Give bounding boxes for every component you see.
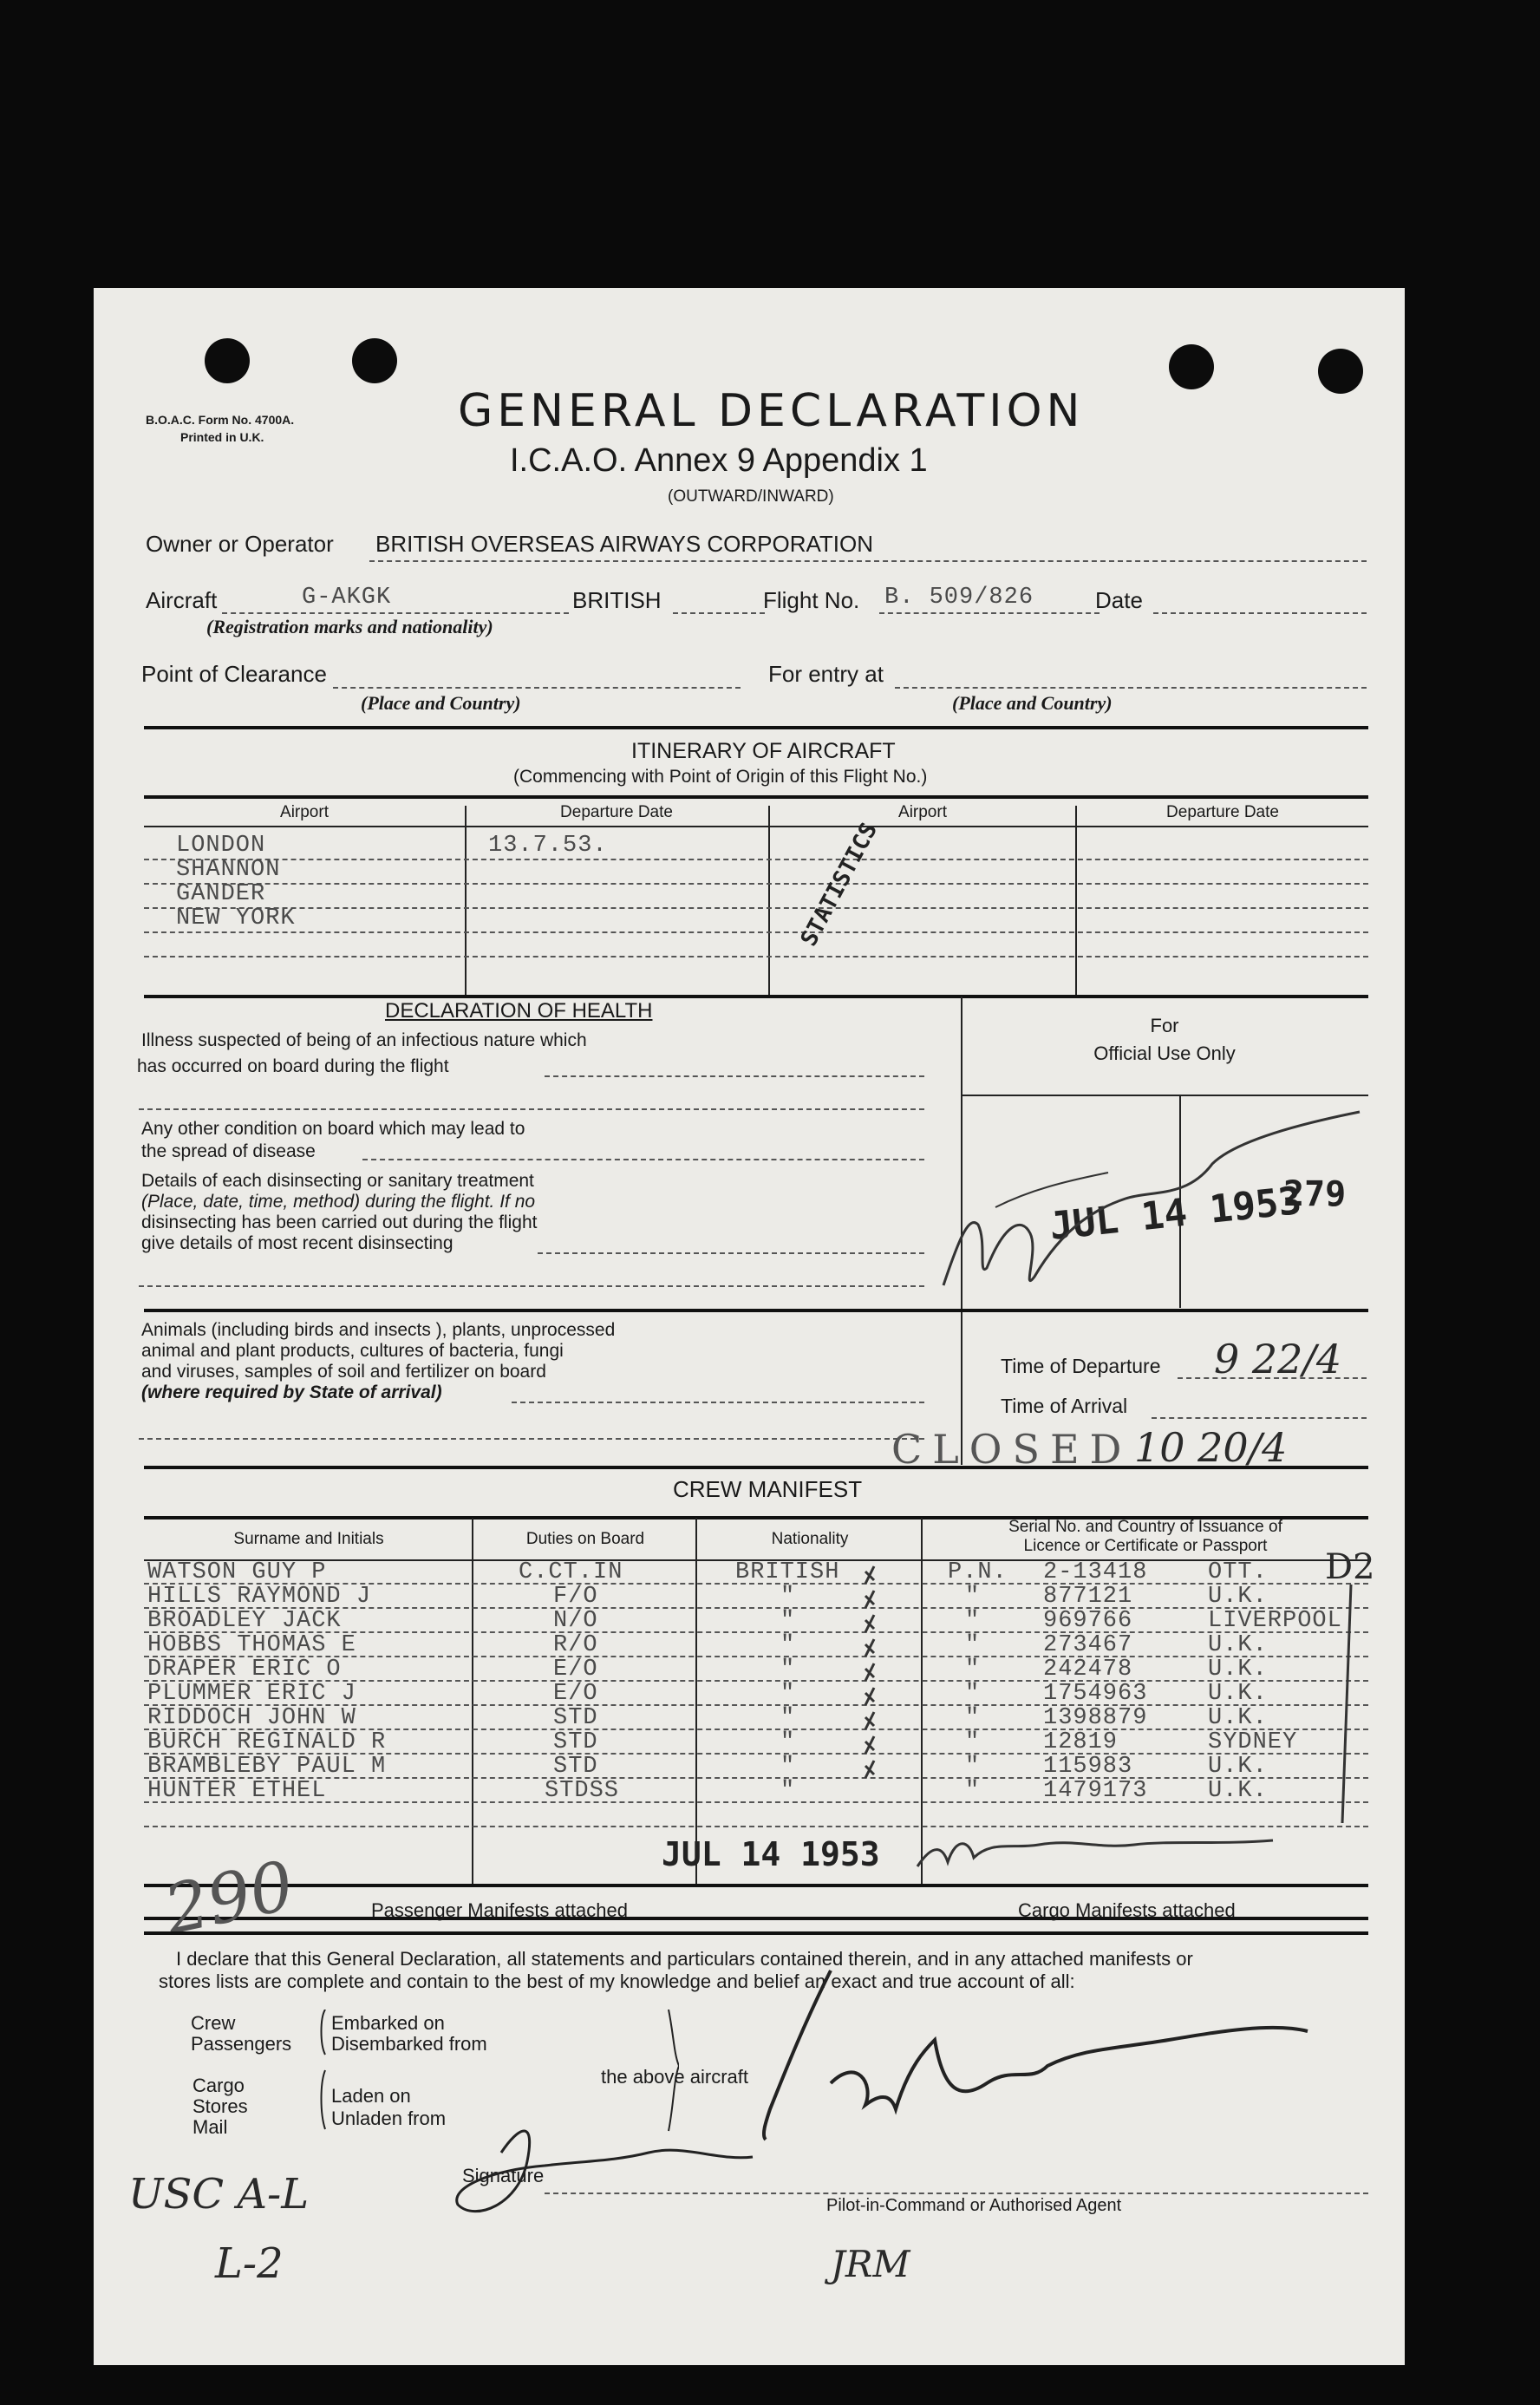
crew-header-name: Surname and Initials <box>233 1530 384 1548</box>
itinerary-airport: LONDON <box>176 833 266 859</box>
crew-serial: 969766 <box>1043 1608 1133 1634</box>
owner-line <box>369 560 1367 562</box>
crew-header-serial: Serial No. and Country of Issuance of <box>1008 1518 1282 1536</box>
official-date-stamp: JUL 14 1953 <box>1047 1178 1304 1250</box>
crew-nationality: " <box>780 1632 796 1658</box>
crew-serial-prefix: " <box>965 1778 981 1804</box>
pilot-label: Pilot-in-Command or Authorised Agent <box>826 2196 1122 2215</box>
punch-hole <box>1318 349 1363 394</box>
official-stamp-number: 279 <box>1283 1174 1347 1214</box>
crew-serial-prefix: " <box>965 1608 981 1634</box>
itinerary-departure-date: 13.7.53. <box>488 833 608 859</box>
crew-nationality: " <box>780 1584 796 1610</box>
crew-header-licence: Licence or Certificate or Passport <box>1023 1537 1268 1555</box>
official-title-2: Official Use Only <box>1093 1042 1236 1064</box>
crew-duty: STD <box>553 1705 598 1731</box>
crew-serial-prefix: " <box>965 1584 981 1610</box>
entry-label: For entry at <box>768 661 884 687</box>
aircraft-nationality: BRITISH <box>572 587 662 613</box>
health-q3-line3: disinsecting has been carried out during the flight <box>141 1212 538 1232</box>
crew-country: U.K. <box>1208 1681 1268 1707</box>
crew-serial-prefix: " <box>965 1754 981 1780</box>
crew-duty: STD <box>553 1729 598 1755</box>
crew-country: LIVERPOOL <box>1208 1608 1342 1634</box>
crew-country: U.K. <box>1208 1584 1268 1610</box>
official-title-1: For <box>1150 1015 1179 1036</box>
official-signature <box>926 1095 1377 1320</box>
signature-label: Signature <box>462 2165 545 2186</box>
entry-hint: (Place and Country) <box>952 692 1113 714</box>
passenger-manifests: Passenger Manifests attached <box>371 1899 628 1921</box>
health-q4-line3: and viruses, samples of soil and fertilizer on board <box>141 1362 546 1382</box>
crew-nationality: " <box>780 1657 796 1683</box>
page-title: GENERAL DECLARATION <box>458 385 1085 437</box>
health-q3-line2: (Place, date, time, method) during the flight. If no <box>141 1192 536 1212</box>
aircraft-label: Aircraft <box>146 587 218 613</box>
crew-side-note: D2 <box>1325 1547 1375 1587</box>
declaration-line1: I declare that this General Declaration, all statements and particulars contained therein, and in any attached manifests or <box>176 1948 1193 1970</box>
crew-serial: 2-13418 <box>1043 1559 1148 1585</box>
crew-serial: 1398879 <box>1043 1705 1148 1731</box>
closed-note: CLOSED <box>891 1426 1132 1473</box>
crew-name: RIDDOCH JOHN W <box>147 1705 356 1731</box>
crew-bracket <box>1325 1580 1360 1832</box>
crew-header-nationality: Nationality <box>771 1530 849 1548</box>
crew-serial-prefix: " <box>965 1681 981 1707</box>
declaration-above-aircraft: the above aircraft <box>601 2066 748 2088</box>
health-q1-line1: Illness suspected of being of an infectious nature which <box>141 1030 587 1050</box>
crew-name: BROADLEY JACK <box>147 1608 342 1634</box>
crew-duty: STD <box>553 1754 598 1780</box>
health-q4-line1: Animals (including birds and insects ), plants, unprocessed <box>141 1320 616 1340</box>
punch-hole <box>1169 344 1214 389</box>
printed-note: Printed in U.K. <box>180 430 264 444</box>
crew-serial: 1479173 <box>1043 1778 1148 1804</box>
crew-country: U.K. <box>1208 1632 1268 1658</box>
crew-duty: E/O <box>553 1681 598 1707</box>
crew-name: WATSON GUY P <box>147 1559 327 1585</box>
health-q3-line1: Details of each disinsecting or sanitary treatment <box>141 1171 534 1191</box>
health-q2-line1: Any other condition on board which may lead to <box>141 1119 525 1139</box>
declaration-line2: stores lists are complete and contain to the best of my knowledge and belief an exact and true account of all: <box>159 1970 1075 1992</box>
owner-value: BRITISH OVERSEAS AIRWAYS CORPORATION <box>375 531 874 557</box>
declaration-form <box>94 288 1405 2365</box>
crew-duty: F/O <box>553 1584 598 1610</box>
crew-nationality: " <box>780 1681 796 1707</box>
health-q2-line2: the spread of disease <box>141 1141 316 1161</box>
crew-date-stamp: JUL 14 1953 <box>662 1835 880 1873</box>
crew-serial-prefix: " <box>965 1657 981 1683</box>
clearance-label: Point of Clearance <box>141 661 327 687</box>
itinerary-header-airport: Airport <box>280 803 329 821</box>
crew-serial: 273467 <box>1043 1632 1133 1658</box>
declaration-disembarked: Disembarked from <box>331 2033 487 2055</box>
crew-serial: 12819 <box>1043 1729 1119 1755</box>
crew-serial: 877121 <box>1043 1584 1133 1610</box>
crew-country: U.K. <box>1208 1778 1268 1804</box>
departure-time: 9 22/4 <box>1214 1336 1342 1382</box>
agent-initials: JRM <box>831 2243 910 2285</box>
crew-serial-prefix: " <box>965 1632 981 1658</box>
crew-name: PLUMMER ERIC J <box>147 1681 356 1707</box>
crew-serial-prefix: P.N. <box>948 1559 1008 1585</box>
crew-nationality: " <box>780 1778 796 1804</box>
aircraft-registration: G-AKGK <box>302 585 392 611</box>
crew-check-marks <box>839 1554 909 1814</box>
punch-hole <box>205 338 250 383</box>
section-divider <box>144 726 1368 729</box>
punch-hole <box>352 338 397 383</box>
crew-name: DRAPER ERIC O <box>147 1657 342 1683</box>
itinerary-header-departure: Departure Date <box>560 803 673 821</box>
itinerary-header-airport-2: Airport <box>898 803 947 821</box>
declaration-mail: Mail <box>192 2116 228 2138</box>
declaration-passengers: Passengers <box>191 2033 292 2055</box>
declaration-unladen: Unladen from <box>331 2108 447 2129</box>
crew-nationality: BRITISH <box>735 1559 840 1585</box>
crew-signature <box>909 1814 1290 1884</box>
page-subtitle: I.C.A.O. Annex 9 Appendix 1 <box>510 442 928 479</box>
crew-serial-prefix: " <box>965 1729 981 1755</box>
itinerary-title: ITINERARY OF AIRCRAFT <box>631 739 896 763</box>
itinerary-airport: GANDER <box>176 881 266 907</box>
statistics-stamp: STATISTICS <box>796 818 883 951</box>
crew-nationality: " <box>780 1608 796 1634</box>
health-q3-line4: give details of most recent disinsecting <box>141 1233 454 1253</box>
crew-duty: E/O <box>553 1657 598 1683</box>
itinerary-airport: SHANNON <box>176 857 281 883</box>
owner-label: Owner or Operator <box>146 531 334 557</box>
declaration-embarked: Embarked on <box>331 2012 445 2034</box>
clearance-hint: (Place and Country) <box>361 692 521 714</box>
crew-duty: STDSS <box>545 1778 620 1804</box>
aircraft-hint: (Registration marks and nationality) <box>206 616 493 637</box>
aircraft-line <box>222 612 569 614</box>
cargo-manifests: Cargo Manifests attached <box>1018 1899 1236 1921</box>
crew-country: OTT. <box>1208 1559 1268 1585</box>
declaration-laden: Laden on <box>331 2085 411 2107</box>
flight-number: B. 509/826 <box>884 585 1034 611</box>
crew-name: BRAMBLEBY PAUL M <box>147 1754 387 1780</box>
crew-title: CREW MANIFEST <box>673 1476 863 1502</box>
arrival-label: Time of Arrival <box>1001 1395 1128 1417</box>
crew-country: U.K. <box>1208 1705 1268 1731</box>
crew-duty: C.CT.IN <box>519 1559 623 1585</box>
crew-name: HOBBS THOMAS E <box>147 1632 356 1658</box>
crew-nationality: " <box>780 1705 796 1731</box>
flight-label: Flight No. <box>763 587 860 613</box>
date-label: Date <box>1095 587 1143 613</box>
declaration-cargo: Cargo <box>192 2075 245 2096</box>
crew-serial: 1754963 <box>1043 1681 1148 1707</box>
itinerary-airport: NEW YORK <box>176 905 296 931</box>
margin-note-2: L-2 <box>215 2239 284 2288</box>
crew-serial: 115983 <box>1043 1754 1133 1780</box>
margin-note-1: USC A-L <box>128 2170 310 2219</box>
crew-serial-prefix: " <box>965 1705 981 1731</box>
passenger-count-note: 290 <box>158 1846 301 1951</box>
crew-name: HILLS RAYMOND J <box>147 1584 372 1610</box>
itinerary-header-departure-2: Departure Date <box>1166 803 1279 821</box>
declaration-crew: Crew <box>191 2012 236 2034</box>
crew-country: U.K. <box>1208 1754 1268 1780</box>
crew-duty: N/O <box>553 1608 598 1634</box>
health-q1-line2: has occurred on board during the flight <box>137 1056 449 1076</box>
pilot-signature <box>423 1953 1377 2248</box>
form-number: B.O.A.C. Form No. 4700A. <box>146 413 295 427</box>
crew-nationality: " <box>780 1729 796 1755</box>
crew-header-duties: Duties on Board <box>525 1530 645 1548</box>
itinerary-subtitle: (Commencing with Point of Origin of this Flight No.) <box>513 767 928 787</box>
crew-duty: R/O <box>553 1632 598 1658</box>
declaration-stores: Stores <box>192 2095 248 2117</box>
health-q4-line4: (where required by State of arrival) <box>141 1382 442 1402</box>
crew-country: U.K. <box>1208 1657 1268 1683</box>
crew-nationality: " <box>780 1754 796 1780</box>
health-title: DECLARATION OF HEALTH <box>385 999 653 1023</box>
direction-label: (OUTWARD/INWARD) <box>668 487 834 506</box>
arrival-time: 10 20/4 <box>1134 1424 1288 1471</box>
crew-name: HUNTER ETHEL <box>147 1778 327 1804</box>
crew-name: BURCH REGINALD R <box>147 1729 387 1755</box>
crew-country: SYDNEY <box>1208 1729 1298 1755</box>
departure-label: Time of Departure <box>1001 1355 1161 1377</box>
crew-serial: 242478 <box>1043 1657 1133 1683</box>
health-q4-line2: animal and plant products, cultures of bacteria, fungi <box>141 1341 564 1361</box>
